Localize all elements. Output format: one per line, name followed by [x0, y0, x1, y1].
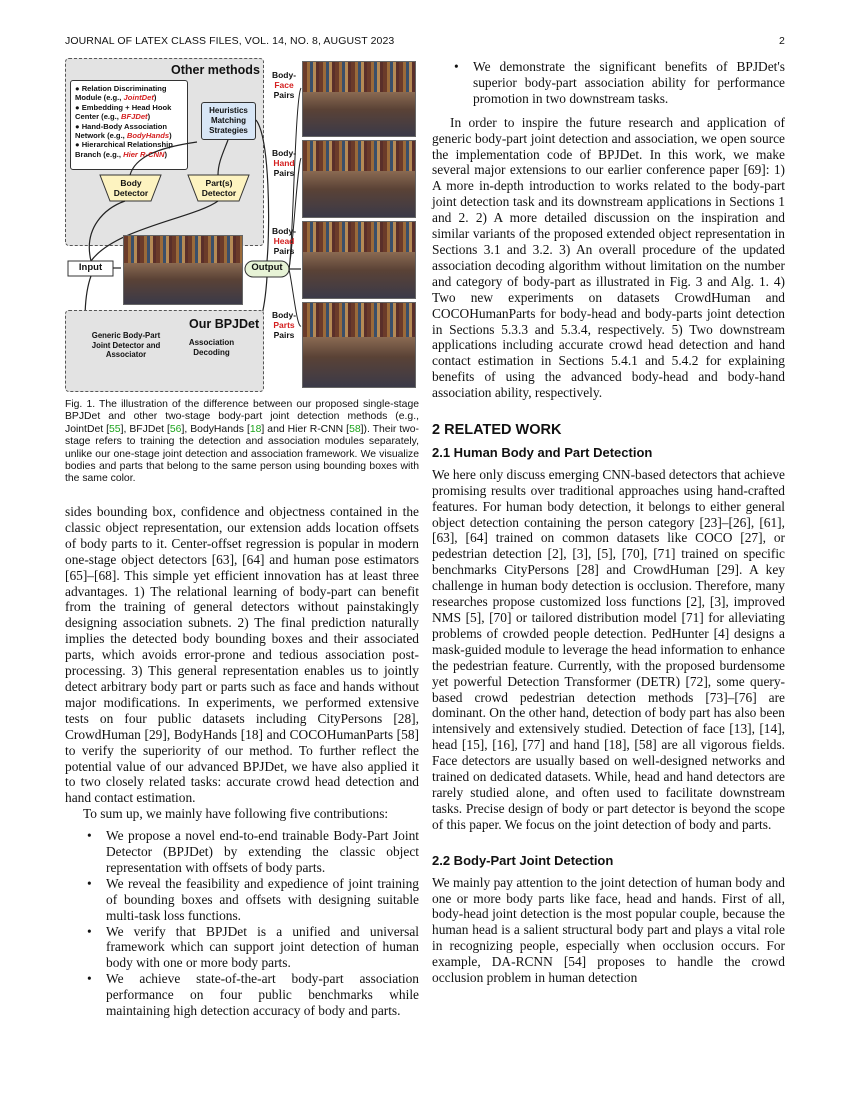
contributions-list	[65, 828, 419, 1019]
method-item: ● Hand-Body Association Network (e.g., BodyHands)	[75, 121, 172, 141]
our-bpjdet-title: Our BPJDet	[189, 317, 260, 331]
pair-label-face: Body- Face Pairs	[271, 70, 297, 100]
right-column	[432, 59, 785, 986]
method-item: ● Embedding + Head Hook Center (e.g., BFJDet)	[75, 102, 172, 122]
paragraph-body-part-detection: We here only discuss emerging CNN-based detectors that achieve promising results over traditional approaches using hand-crafted features. For human body detection, it belongs to either general object detection containing the person category [23]–[26], [61], [63], [64] trained on common datasets like COCO [27], or pedestrian detection [2], [3], [5], [70], [71] trained on specific benchmarks CityPersons [28] and CrowdHuman [29]. A key challenge in human body detection is occlusion. Therefore, many researches propose customized loss functions [2], [3], improved NMS [5], [70] or tailored distribution model [71] for alleviating problems of crowded people detection. PedHunter [4] designs a mask-guided module to leverage the head information to enhance the pedestrian feature. Currently, with the proposed burdensome yet powerful Detection Transformer (DETR) [72], some query-based crowd pedestrian detection methods [73]–[76] are dominant. On the other hand, detection of body part has also been intensively and extensively studied. Detection of face [13], [14], head [15], [16], [77] and hand [18], [58] are all vigorous fields. Face detectors are usually based on well-designed networks and trained on dedicated datasets. While, head and hand detectors are rarely studied alone, and often used to facilitate downstream tasks. Precise design of body or part detector is beyond the scope of this paper. We focus on the joint detection of body and parts.	[432, 466, 785, 832]
input-photo	[123, 235, 243, 305]
method-item: ● Relation Discriminating Module (e.g., JointDet)	[75, 84, 167, 103]
generic-detector-label: Generic Body-Part Joint Detector and Associator	[91, 331, 161, 359]
output-photo-parts	[302, 302, 416, 388]
contribution-item: • We demonstrate the significant benefits of BPJDet's superior body-part association ability for performance promotion in two downstream tasks.	[432, 59, 785, 107]
page-number: 2	[779, 35, 785, 47]
pair-label-head: Body- Head Pairs	[271, 226, 297, 256]
other-methods-title: Other methods	[171, 63, 260, 77]
contributions-list-cont	[432, 59, 785, 107]
pair-label-parts: Body- Parts Pairs	[271, 310, 297, 340]
contribution-item: • We propose a novel end-to-end trainable Body-Part Joint Detector (BPJDet) by extending the classic object representation with offsets of body parts.	[65, 828, 419, 876]
output-photo-hand	[302, 140, 416, 218]
subsection-heading-2-1: 2.1 Human Body and Part Detection	[432, 444, 653, 460]
output-photo-head	[302, 221, 416, 299]
contribution-item: • We achieve state-of-the-art body-part association performance on four public benchmarks while maintaining high detection accuracy of body and parts.	[65, 971, 419, 1019]
pair-label-hand: Body- Hand Pairs	[271, 148, 297, 178]
association-decoding-label: Association Decoding	[188, 338, 235, 357]
method-item: ● Hierarchical Relationship Branch (e.g., Hier R-CNN)	[75, 140, 173, 159]
contribution-item: • We reveal the feasibility and expedience of joint training of bounding boxes and offsets with designing suitable multi-task loss functions.	[65, 876, 419, 924]
body-detector-label: Body Detector	[113, 178, 149, 198]
part-detector-label: Part(s) Detector	[201, 178, 237, 198]
input-label: Input	[78, 262, 103, 273]
contribution-item: • We verify that BPJDet is a unified and universal framework which can support joint detection of human body with one or more body parts.	[65, 924, 419, 972]
output-label: Output	[251, 262, 283, 273]
journal-header: JOURNAL OF LATEX CLASS FILES, VOL. 14, NO. 8, AUGUST 2023	[65, 35, 395, 47]
figure-1	[65, 58, 420, 390]
figure-caption: Fig. 1. The illustration of the difference between our proposed single-stage BPJDet and other two-stage body-part joint detection methods (e.g., JointDet [55], BFJDet [56], BodyHands [18] and Hier R-CNN [58]). Their two-stage refers to training the detection and association modules separately, unlike our one-stage joint detection and association framework. We visualize bodies and parts that belong to the same person using bounding boxes with the same color.	[65, 399, 419, 485]
paragraph-contributions-intro: To sum up, we mainly have following five contributions:	[83, 806, 389, 822]
paragraph-extension: sides bounding box, confidence and objectness contained in the classic object representation, our extension adds location offsets of body parts to it. Center-offset regression is popular in modern one-stage object detectors [63], [64] and human pose estimators [65]–[68]. This simple yet efficient innovation has at least three advantages. 1) The relational learning of body-part can benefit from the training of general detectors without painstakingly designing association subnets. 2) The final prediction naturally implies the detected body bounding boxes and their associated parts, which avoids error-prone and tedious association post-processing. 3) This general representation enables us to jointly detect arbitrary body part or parts such as face and hands without major modifications. In experiments, we performed extensive tests on four public datasets including CityPersons [28], CrowdHuman [29], BodyHands [18] and COCOHumanParts [58] to verify the superiority of our method. To further reflect the potential value of our advanced BPJDet, we have also applied it to two closely related tasks: accurate crowd head detection and hand contact estimation.	[65, 504, 419, 806]
subsection-heading-2-2: 2.2 Body-Part Joint Detection	[432, 852, 614, 868]
section-heading-related-work: 2 RELATED WORK	[432, 422, 562, 439]
heuristics-box: Heuristics Matching Strategies	[201, 102, 256, 140]
output-photo-face	[302, 61, 416, 137]
left-column	[65, 504, 419, 1019]
paragraph-joint-detection: We mainly pay attention to the joint detection of human body and one or more body parts like face, head and hands. First of all, body-head joint detection is the most popular couple, because the human head is a salient structural body part and plays a vital role in recognizing people, especially when occlusion occurs. For example, DA-RCNN [54] proposes to handle the crowd occlusion problem in human detection	[432, 874, 785, 986]
paragraph-inspire: In order to inspire the future research and application of generic body-part joint detection and association, we open source the implementation code of BPJDet. In this work, we make several major extensions to our earlier conference paper [69]: 1) A more in-depth introduction to works related to the body-part joint detection task and its downstream applications in Sections 1 and 2. 2) A more detailed discussion on the inspiration and similar variants of the proposed extended object representation in Sections 3.1 and 3.2. 3) An overall procedure of the updated association decoding algorithm without limitation on the number and category of body-part as illustrated in Fig. 3 and Alg. 1. 4) Two new experiments on datasets CrowdHuman and COCOHumanParts for body-head and body-parts joint detection in Sections 5.3.3 and 5.3.4, respectively. 5) Two downstream applications including accurate crowd head detection and hand contact estimation in Sections 5.4.1 and 5.4.2 for explaining benefits of using the advanced body-head and body-hand association ability, respectively.	[432, 114, 785, 401]
